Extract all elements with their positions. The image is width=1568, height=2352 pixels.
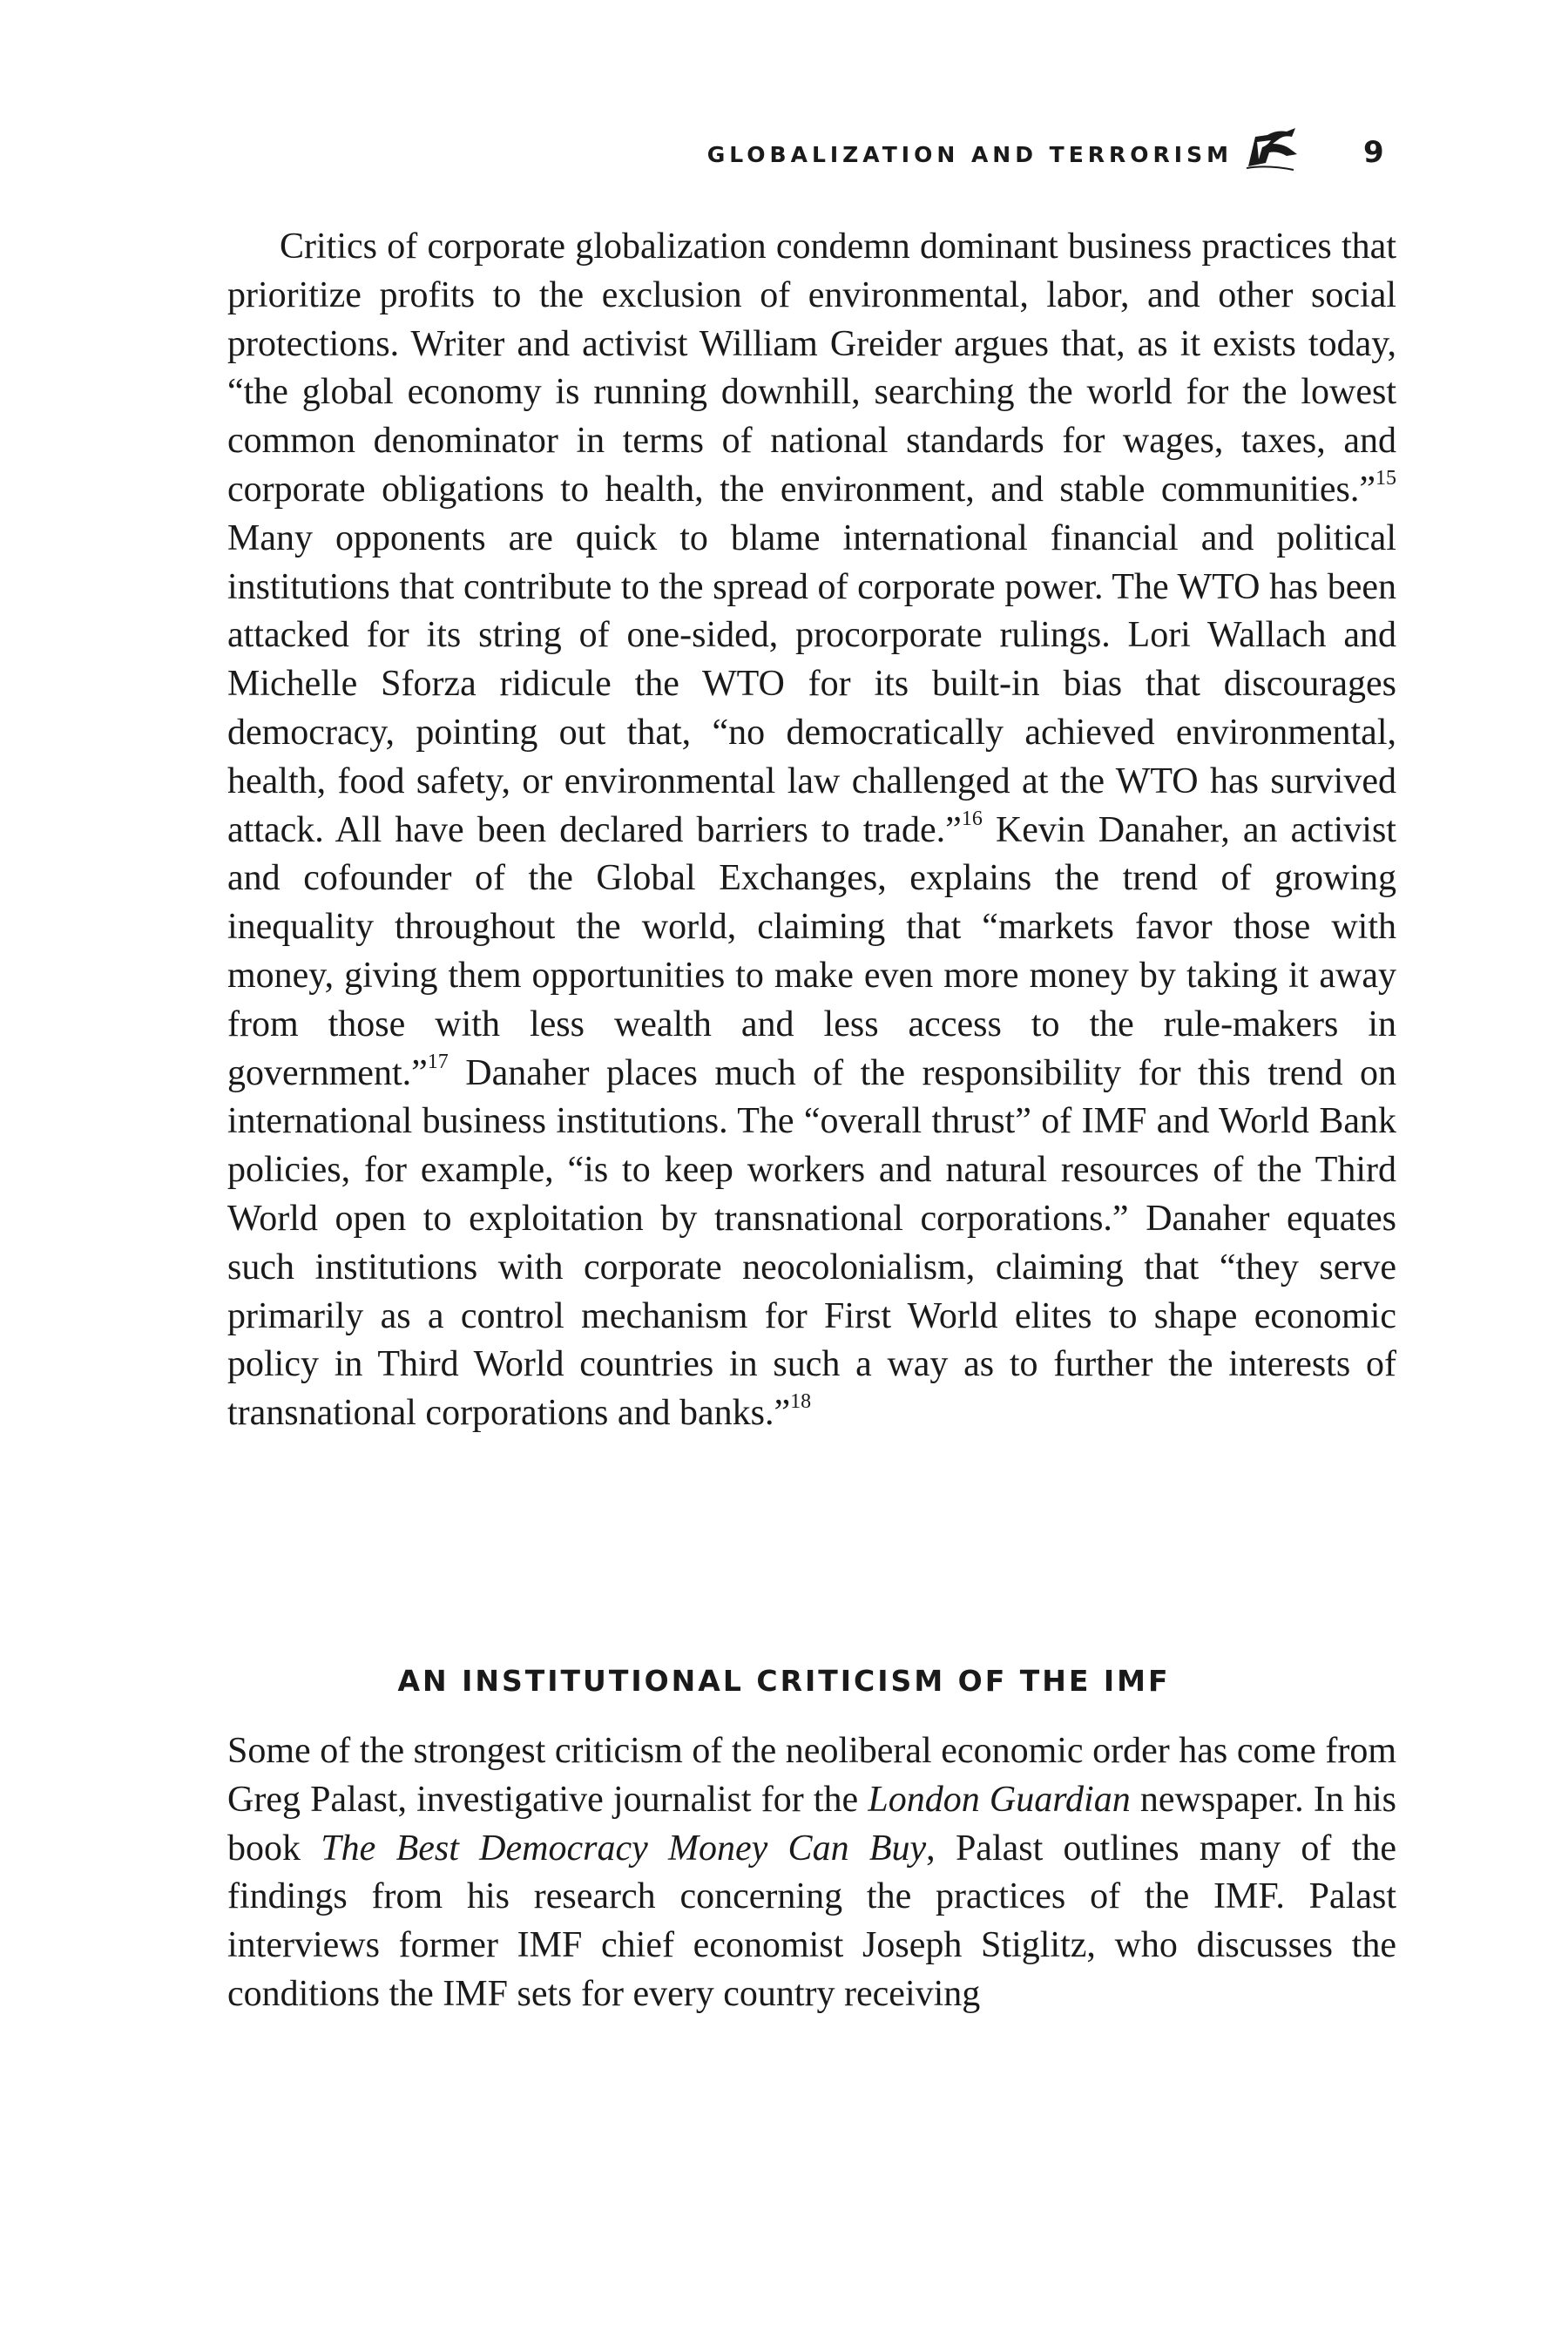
paragraph-2 [227, 1727, 1396, 2019]
footnote-ref-17: 17 [427, 1050, 449, 1073]
section-heading: AN INSTITUTIONAL CRITICISM OF THE IMF [397, 1664, 1171, 1698]
running-head [0, 135, 1568, 179]
paragraph-1-text-4: Danaher places much of the responsibility for this trend on international business institutions. The “overall thrust” of IMF and World Bank policies, for example, “is to keep workers and natural resources of the Third World open to exploitation by transnational corporations.” Danaher equates such institutions with corporate neocolonialism, claiming that “they serve primarily as a control mechanism for First World elites to shape economic policy in Third World countries in such a way as to further the interests of transnational corporations and banks.” [227, 1052, 1396, 1434]
paragraph-1-text-3: Kevin Danaher, an activist and cofounder of the Global Exchanges, explains the trend of growing inequality throughout the world, claiming that “markets favor those with money, giving them opportunities to make even more money by taking it away from those with less wealth and less access to the rule-makers in government.” [227, 809, 1396, 1093]
paragraph-1-text-2: Many opponents are quick to blame international financial and political institutions that contribute to the spread of corporate power. The WTO has been attacked for its string of one-sided, procorporate rulings. Lori Wallach and Michelle Sforza ridicule the WTO for its built-in bias that discourages democracy, pointing out that, “no democratically achieved environmental, health, food safety, or environmental law challenged at the WTO has survived attack. All have been declared barriers to trade.” [227, 517, 1396, 850]
footnote-ref-16: 16 [961, 807, 983, 830]
footnote-ref-15: 15 [1375, 466, 1396, 490]
paragraph-2-text-3: , Palast outlines many of the findings from his research concerning the practices of the IMF. Palast interviews former IMF chief economist Joseph Stiglitz, who discusses the conditions the IMF sets for every country receiving [227, 1828, 1396, 2014]
page-number: 9 [1363, 135, 1384, 170]
paragraph-1 [227, 223, 1396, 1438]
paragraph-1-text-1: Critics of corporate globalization condemn dominant business practices that prioritize profits to the exclusion of environmental, labor, and other social protections. Writer and activist William Greider argues that, as it exists today, “the global economy is running downhill, searching the world for the lowest common denominator in terms of national standards for wages, taxes, and corporate obligations to health, the environment, and stable communities.” [227, 226, 1396, 510]
newspaper-title: London Guardian [868, 1779, 1131, 1820]
book-title: The Best Democracy Money Can Buy [321, 1828, 927, 1869]
footnote-ref-18: 18 [790, 1390, 812, 1414]
paragraph-2-text-2: newspaper. In his book [227, 1779, 1396, 1869]
running-title: GLOBALIZATION AND TERRORISM [706, 142, 1233, 167]
paragraph-2-text-1: Some of the strongest criticism of the neoliberal economic order has come from Greg Palast, investigative journalist for the [227, 1731, 1396, 1820]
publisher-mark-icon [1241, 125, 1302, 177]
